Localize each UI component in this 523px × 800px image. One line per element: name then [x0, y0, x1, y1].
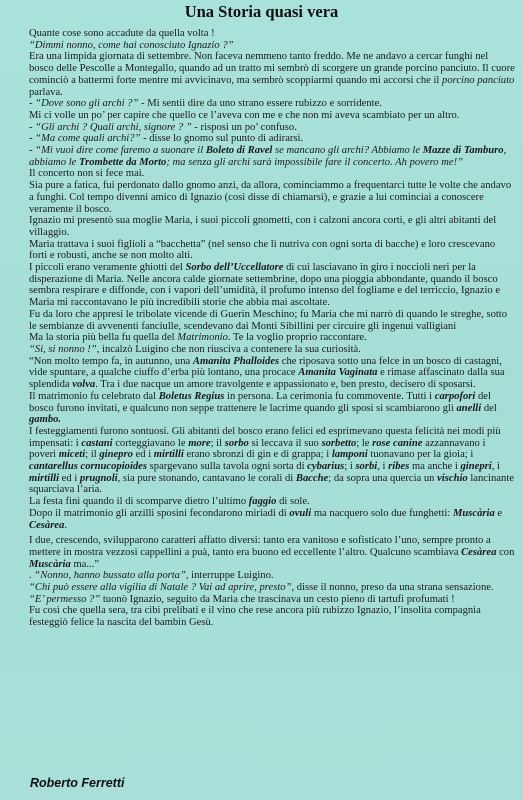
story-paragraph: . “Nonno, hanno bussato alla porta”, interruppe Luigino.	[29, 570, 274, 582]
story-paragraph: Il matrimonio fu celebrato dal Boletus Regius in persona. La cerimonia fu commovente. Tutti i carpofori del bosco furono invitati, e qualcuno non seppe trattenere le lacrime quando gli sposi si scambiarono gli anelli del gambo.	[29, 390, 497, 426]
story-paragraph: Dopo il matrimonio gli arzilli sposini fecondarono miriadi di ovuli ma nacquero solo due funghetti: Muscària e Cesàrea.	[29, 507, 503, 531]
story-paragraph: I festeggiamenti furono sontuosi. Gli abitanti del bosco erano felici ed esprimevano questa felicità nei modi più impensati: i castani corteggiavano le more; il sorbo si leccava il suo sorbetto; le rose canine azzannavano i poveri miceti; il ginepro ed i mirtilli erano sbronzi di gin e di grappa; i lamponi tuonavano per la gioia; i cantarellus cornucopioides spargevano sulla tavola ogni sorta di cybarius; i sorbi, i ribes ma anche i ginepri, i mirtilli ed i prugnoli, sia pure stonando, cantavano le corali di Bacche; da sopra una quercia un vischio lancinante squarciava l’aria.	[29, 425, 514, 496]
story-paragraph: Fu così che quella sera, tra cibi prelibati e il vino che rese ancora più rubizzo Ignazio, l’insolita compagnia festeggiò felice la nascita del bambin Gesù.	[29, 605, 481, 629]
story-paragraph: “E’ permesso ?” tuonò Ignazio, seguito da Maria che trascinava un cesto pieno di tartufi profumati !	[29, 593, 455, 605]
story-paragraph: - “Ma come quali archi?” - disse lo gnomo sul punto di adirarsi.	[29, 133, 304, 145]
story-paragraph: - “Mi vuoi dire come faremo a suonare il Boleto di Ravel se mancano gli archi? Abbiamo le Mazze di Tamburo, abbiamo le Trombette da Morto; ma senza gli archi sarà impossibile fare il concerto. Ah povero me!”	[29, 145, 507, 168]
story-paragraph: Il concerto non si fece mai.	[29, 168, 145, 180]
story-paragraph: Ma la storia più bella fu quella del Matrimonio. Te la voglio proprio raccontare.	[29, 332, 367, 344]
story-body	[29, 28, 515, 629]
story-paragraph: Era una limpida giornata di settembre. Non faceva nemmeno tanto freddo. Me ne andavo a cercar funghi nel bosco delle Pescolle a Montegallo, quando ad un tratto mi sembrò di scorgere un grande porcino panciuto. Il cuore cominciò a battermi forte mentre mi avvicinavo, ma sembrò scoppiarmi quando mi accorsi che il porcino panciuto parlava.	[29, 51, 515, 98]
story-paragraph: Quante cose sono accadute da quella volta !	[29, 28, 215, 39]
story-paragraph: “Non molto tempo fa, in autunno, una Amanita Phalloides che riposava sotto una felce in un bosco di castagni, vide spuntare, a qualche ciuffo d’erba più lontano, una procace Amanita Vaginata e rimase affascinato dalla sua splendida volva. Tra i due nacque un amore travolgente e appassionato e, ben presto, decisero di sposarsi.	[29, 355, 505, 391]
story-paragraph: Ignazio mi presentò sua moglie Maria, i suoi piccoli gnometti, con i calzoni ancora corti, e gli altri abitanti del villaggio.	[29, 215, 497, 238]
story-paragraph: I due, crescendo, svilupparono caratteri affatto diversi: tanto era vanitoso e sofisticato l’uno, sempre pronto a mettere in mostra vezzosi cappellini a puà, tanto era buono ed eccellente l’altro. Qualcuno scambiava Cesàrea con Muscària ma...”	[29, 535, 515, 570]
story-paragraph: Maria trattava i suoi figlioli a “bacchetta” (nel senso che li nutriva con ogni sorta di bacche) e loro crescevano forti e robusti, anche se non molto alti.	[29, 238, 496, 262]
story-paragraph: La festa finì quando il di scomparve dietro l’ultimo faggio di sole.	[29, 496, 310, 508]
story-paragraph: “Dimmi nonno, come hai conosciuto Ignazio ?”	[29, 39, 234, 51]
story-paragraph: I piccoli erano veramente ghiotti del Sorbo dell’Uccellatore di cui lasciavano in giro i noccioli neri per la disperazione di Maria. Nelle ancora calde giornate settembrine, dopo una pioggia abbondante, quando il bosco sembra respirare e diffonde, con i vapori dell’umidità, il profumo intenso del fogliame e del terriccio, Ignazio e Maria mi raccontavano le più incredibili storie che abbia mai ascoltate.	[29, 262, 501, 309]
story-paragraph: Sia pure a fatica, fui perdonato dallo gnomo anzi, da allora, cominciammo a frequentarci tutte le volte che andavo a funghi. Col tempo divenni amico di Ignazio (così disse di chiamarsi), e grazie a lui cominciai a conoscere veramente il bosco.	[29, 180, 512, 215]
story-paragraph: “Chi può essere alla vigilia di Natale ? Vai ad aprire, presto”, disse il nonno, preso da una strana sensazione.	[29, 582, 494, 594]
page-title: Una Storia quasi vera	[184, 2, 339, 21]
story-paragraph: - “Dove sono gli archi ?” - Mi sentii dire da uno strano essere rubizzo e sorridente.	[29, 98, 382, 110]
author-signature: Roberto Ferretti	[30, 776, 125, 790]
story-paragraph: Fu da loro che appresi le tribolate vicende di Guerin Meschino; fu Maria che mi narrò di quando le streghe, sotto le sembianze di avvenenti fanciulle, scendevano dai Monti Sibillini per circuire gli ingenui valligiani	[29, 308, 508, 332]
story-paragraph: “Si, si nonno !”, incalzò Luigino che non riusciva a contenere la sua curiosità.	[29, 343, 361, 355]
story-paragraph: Mi ci volle un po’ per capire che quello ce l’aveva con me e che non mi aveva scambiato per un altro.	[29, 109, 460, 121]
story-paragraph: - “Gli archi ? Quali archi, signore ? ” - risposi un po’ confuso.	[29, 121, 297, 133]
